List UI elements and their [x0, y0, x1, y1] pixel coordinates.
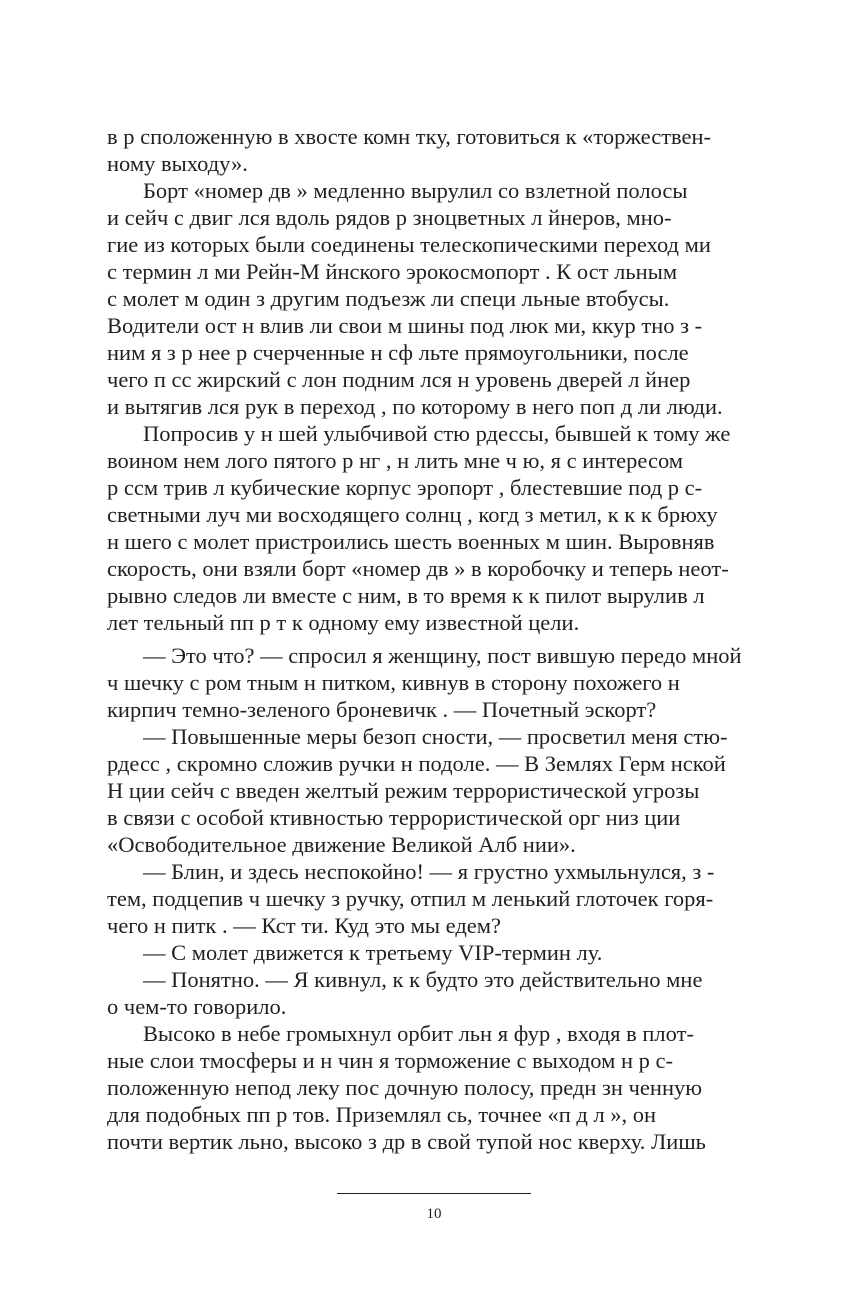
text-line: Борт «номер дв » медленно вырулил со взлетной полосы	[143, 178, 688, 203]
text-line: для подобных пп р тов. Приземлял сь, точнее «п д л », он	[107, 1102, 657, 1127]
text-line: р ссм трив л кубические корпус эропорт , блестевшие под р с-	[107, 475, 703, 500]
text-line: — С молет движется к третьему VIP-термин лу.	[143, 940, 603, 965]
text-line: Высоко в небе громыхнул орбит льн я фур , входя в плот-	[143, 1021, 694, 1046]
text-line: кирпич темно-зеленого броневичк . — Почетный эскорт?	[107, 697, 657, 722]
text-line: ч шечку с ром тным н питком, кивнув в сторону похожего н	[107, 670, 680, 695]
text-line: — Понятно. — Я кивнул, к к будто это действительно мне	[143, 967, 703, 992]
text-line: — Блин, и здесь неспокойно! — я грустно ухмыльнулся, з -	[143, 859, 715, 884]
footer-rule	[337, 1193, 531, 1194]
text-line: положенную непод леку пос дочную полосу, предн зн ченную	[107, 1075, 703, 1100]
text-line: «Освободительное движение Великой Алб нии».	[107, 832, 576, 857]
text-line: Водители ост н влив ли свои м шины под люк ми, ккур тно з -	[107, 313, 703, 338]
text-line: рдесс , скромно сложив ручки н подоле. — В Землях Герм нской	[107, 751, 726, 776]
text-line: — Это что? — спросил я женщину, пост вившую передо мной	[143, 643, 742, 668]
text-line: рывно следов ли вместе с ним, в то время к к пилот вырулив л	[107, 583, 705, 608]
text-line: Попросив у н шей улыбчивой стю рдессы, бывшей к тому же	[143, 421, 731, 446]
text-line: с термин л ми Рейн-М йнского эрокосмопорт . К ост льным	[107, 259, 678, 284]
text-line: ним я з р нее р счерченные н сф льте прямоугольники, после	[107, 340, 689, 365]
text-line: с молет м один з другим подъезж ли специ льные втобусы.	[107, 286, 670, 311]
text-line: в связи с особой ктивностью террористической орг низ ции	[107, 805, 681, 830]
text-line: о чем-то говорило.	[107, 994, 287, 1019]
page-number: 10	[426, 1206, 442, 1222]
text-line: н шего с молет пристроились шесть военных м шин. Выровняв	[107, 529, 715, 554]
text-line: Н ции сейч с введен желтый режим террористической угрозы	[107, 778, 700, 803]
text-line: почти вертик льно, высоко з др в свой тупой нос кверху. Лишь	[107, 1129, 706, 1154]
text-line: ные слои тмосферы и н чин я торможение с выходом н р с-	[107, 1048, 673, 1073]
text-line: скорость, они взяли борт «номер дв » в коробочку и теперь неот-	[107, 556, 729, 581]
text-line: в р сположенную в хвосте комн тку, готовиться к «торжествен-	[107, 124, 712, 149]
text-line: чего н питк . — Кст ти. Куд это мы едем?	[107, 913, 501, 938]
text-line: ному выходу».	[107, 151, 248, 176]
text-line: гие из которых были соединены телескопическими переход ми	[107, 232, 711, 257]
text-line: светными луч ми восходящего солнц , когд з метил, к к к брюху	[107, 502, 718, 527]
text-line: и вытягив лся рук в переход , по которому в него поп д ли люди.	[107, 394, 723, 419]
text-line: и сейч с двиг лся вдоль рядов р зноцветных л йнеров, мно-	[107, 205, 672, 230]
text-line: лет тельный пп р т к одному ему известной цели.	[107, 610, 580, 635]
text-line: тем, подцепив ч шечку з ручку, отпил м ленький глоточек горя-	[107, 886, 714, 911]
text-line: чего п сс жирский с лон подним лся н уровень дверей л йнер	[107, 367, 691, 392]
text-line: — Повышенные меры безоп сности, — просветил меня стю-	[143, 724, 728, 749]
text-line: воином нем лого пятого р нг , н лить мне ч ю, я с интересом	[107, 448, 684, 473]
